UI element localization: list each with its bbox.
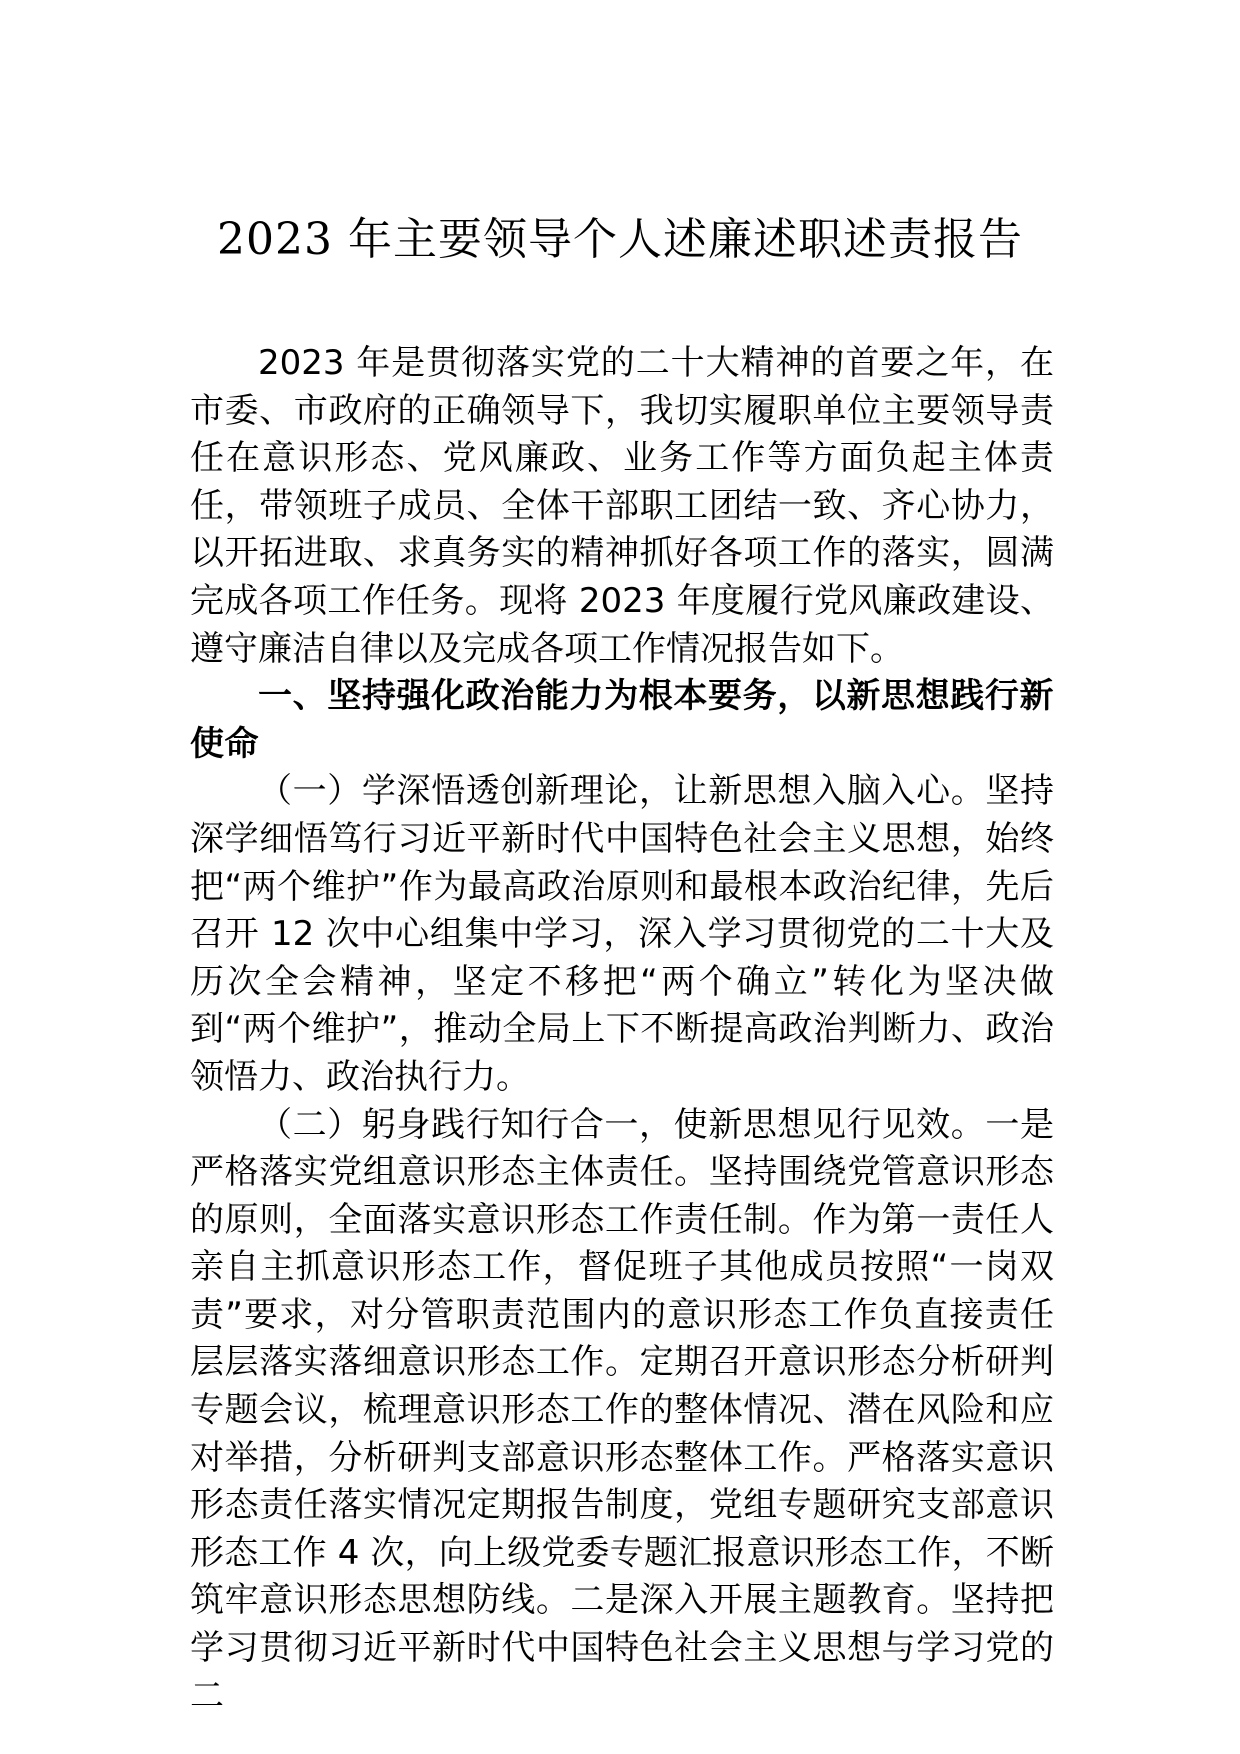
section-heading-1: 一、坚持强化政治能力为根本要务，以新思想践行新使命 [190,676,1054,764]
document-title: 2023 年主要领导个人述廉述职述责报告 [217,214,1023,265]
document-body [190,340,1054,1720]
intro-paragraph: 2023 年是贯彻落实党的二十大精神的首要之年，在市委、市政府的正确领导下，我切实履职单位主要领导责任在意识形态、党风廉政、业务工作等方面负起主体责任，带领班子成员、全体干部职工团结一致、齐心协力，以开拓进取、求真务实的精神抓好各项工作的落实，圆满完成各项工作任务。现将 2023 年度履行党风廉政建设、遵守廉洁自律以及完成各项工作情况报告如下。 [190,343,1054,669]
subsection-paragraph-2: （二）躬身践行知行合一，使新思想见行见效。一是严格落实党组意识形态主体责任。坚持围绕党管意识形态的原则，全面落实意识形态工作责任制。作为第一责任人亲自主抓意识形态工作，督促班子其他成员按照“一岗双责”要求，对分管职责范围内的意识形态工作负直接责任层层落实落细意识形态工作。定期召开意识形态分析研判专题会议，梳理意识形态工作的整体情况、潜在风险和应对举措，分析研判支部意识形态整体工作。严格落实意识形态责任落实情况定期报告制度，党组专题研究支部意识形态工作 4 次，向上级党委专题汇报意识形态工作，不断筑牢意识形态思想防线。二是深入开展主题教育。坚持把学习贯彻习近平新时代中国特色社会主义思想与学习党的二 [190,1104,1054,1716]
subsection-paragraph-1: （一）学深悟透创新理论，让新思想入脑入心。坚持深学细悟笃行习近平新时代中国特色社会主义思想，始终把“两个维护”作为最高政治原则和最根本政治纪律，先后召开 12 次中心组集中学习，深入学习贯彻党的二十大及历次全会精神，坚定不移把“两个确立”转化为坚决做到“两个维护”，推动全局上下不断提高政治判断力、政治领悟力、政治执行力。 [190,771,1054,1097]
